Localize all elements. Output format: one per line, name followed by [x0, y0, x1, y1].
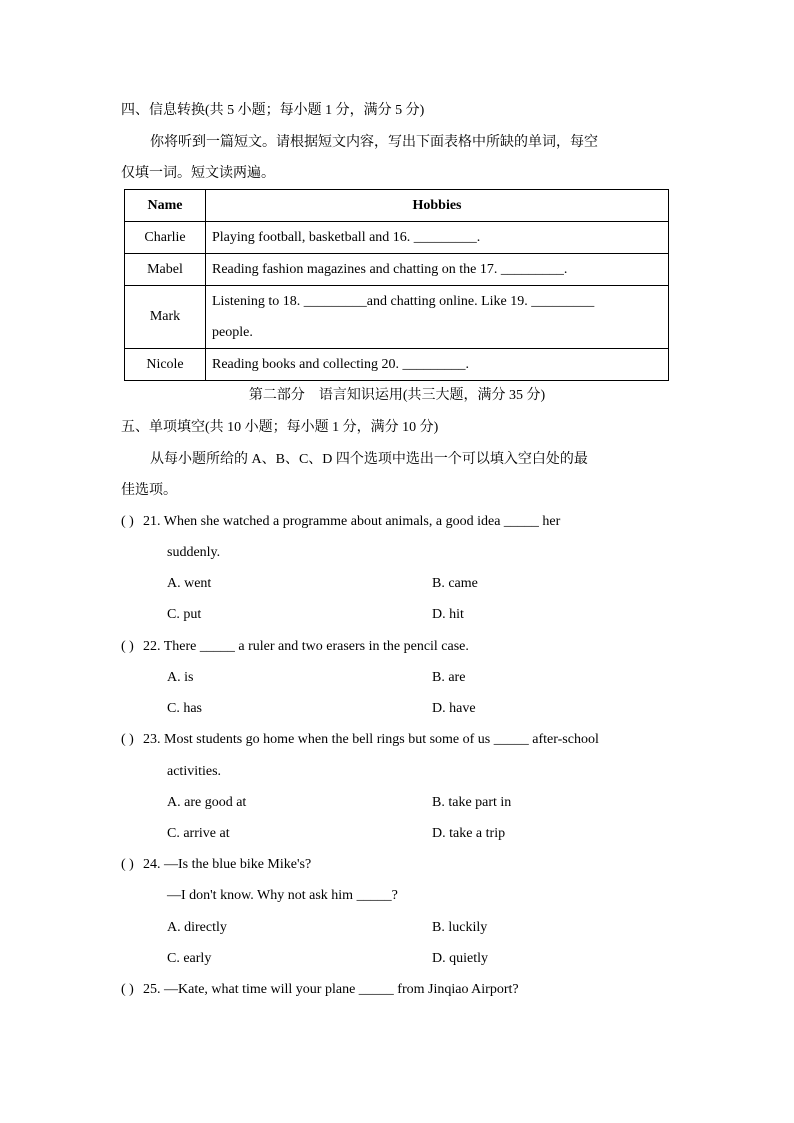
option-d: D. take a trip	[432, 826, 506, 841]
table-row	[125, 349, 669, 381]
answer-blank: ( )	[121, 857, 134, 872]
table-row	[125, 222, 669, 254]
hobbies-table	[124, 189, 669, 381]
row-name: Charlie	[125, 222, 206, 254]
table-row	[125, 286, 669, 349]
row-hobby: Playing football, basketball and 16. _________.	[206, 222, 669, 254]
option-b: B. take part in	[432, 795, 512, 810]
header-hobbies: Hobbies	[206, 190, 669, 222]
question-21-cont: suddenly.	[167, 545, 221, 560]
answer-blank: ( )	[121, 514, 134, 529]
option-a: A. went	[167, 576, 212, 591]
question-21: 21. When she watched a programme about animals, a good idea _____ her	[143, 514, 561, 529]
table-header-row	[125, 190, 669, 222]
answer-blank: ( )	[121, 732, 134, 747]
section-5-instruction: 从每小题所给的 A、B、C、D 四个选项中选出一个可以填入空白处的最	[150, 452, 588, 467]
option-b: B. came	[432, 576, 478, 591]
section-4-instruction-cont: 仅填一词。短文读两遍。	[121, 166, 275, 181]
question-23: 23. Most students go home when the bell rings but some of us _____ after-school	[143, 732, 599, 747]
row-name: Nicole	[125, 349, 206, 381]
section-4-title: 四、信息转换(共 5 小题；每小题 1 分，满分 5 分)	[121, 103, 425, 118]
option-d: D. hit	[432, 607, 464, 622]
table-row	[125, 254, 669, 286]
answer-blank: ( )	[121, 639, 134, 654]
row-name: Mabel	[125, 254, 206, 286]
question-24-cont: —I don't know. Why not ask him _____?	[167, 888, 398, 903]
option-c: C. arrive at	[167, 826, 230, 841]
option-b: B. luckily	[432, 920, 488, 935]
section-5-instruction-cont: 佳选项。	[121, 483, 177, 498]
part-2-title: 第二部分 语言知识运用(共三大题，满分 35 分)	[248, 388, 546, 403]
question-23-cont: activities.	[167, 764, 222, 779]
option-c: C. put	[167, 607, 202, 622]
option-c: C. has	[167, 701, 202, 716]
option-b: B. are	[432, 670, 466, 685]
option-a: A. are good at	[167, 795, 247, 810]
row-hobby: Reading fashion magazines and chatting on the 17. _________.	[206, 254, 669, 286]
option-c: C. early	[167, 951, 212, 966]
row-hobby-line2: people.	[212, 325, 253, 340]
row-name: Mark	[125, 286, 206, 349]
answer-blank: ( )	[121, 982, 134, 997]
option-d: D. quietly	[432, 951, 488, 966]
section-4-instruction: 你将听到一篇短文。请根据短文内容，写出下面表格中所缺的单词，每空	[150, 135, 598, 150]
option-a: A. is	[167, 670, 194, 685]
header-name: Name	[125, 190, 206, 222]
question-25: 25. —Kate, what time will your plane _____ from Jinqiao Airport?	[143, 982, 519, 997]
question-24: 24. —Is the blue bike Mike's?	[143, 857, 312, 872]
row-hobby	[206, 286, 669, 349]
question-22: 22. There _____ a ruler and two erasers in the pencil case.	[143, 639, 469, 654]
section-5-title: 五、单项填空(共 10 小题；每小题 1 分，满分 10 分)	[121, 420, 439, 435]
row-hobby-line1: Listening to 18. _________and chatting online. Like 19. _________	[212, 294, 595, 309]
option-a: A. directly	[167, 920, 227, 935]
row-hobby: Reading books and collecting 20. _________.	[206, 349, 669, 381]
option-d: D. have	[432, 701, 476, 716]
